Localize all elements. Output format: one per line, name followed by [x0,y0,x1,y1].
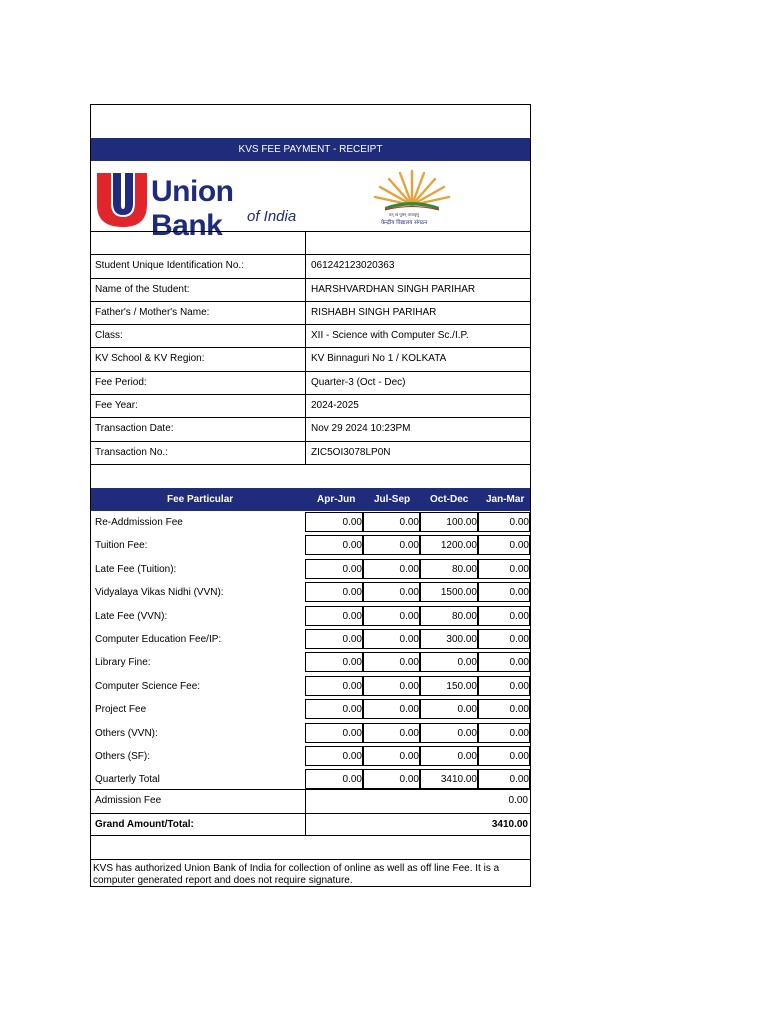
fee-label: Others (SF): [95,750,151,762]
fee-row [91,628,530,651]
fee-oct-dec: 1500.00 [420,582,478,602]
info-value: ZIC5OI3078LP0N [311,446,391,458]
fee-oct-dec: 0.00 [420,746,478,766]
fee-apr-jun: 0.00 [305,582,363,602]
fee-oct-dec: 300.00 [420,629,478,649]
fee-jan-mar: 0.00 [478,699,530,719]
fee-label: Late Fee (VVN): [95,610,168,622]
admission-fee-label: Admission Fee [95,795,162,806]
fee-jan-mar: 0.00 [478,559,530,579]
fee-jul-sep: 0.00 [363,582,420,602]
fee-oct-dec: 100.00 [420,512,478,532]
fee-jul-sep: 0.00 [363,652,420,672]
info-row [91,347,530,370]
fee-apr-jun: 0.00 [305,629,363,649]
header-jul-sep: Jul-Sep [374,494,411,505]
grand-total-row [91,813,530,837]
fee-row [91,722,530,745]
fee-table-body [91,511,530,792]
fee-row [91,511,530,534]
logo-area [91,161,530,242]
fee-apr-jun: 0.00 [305,559,363,579]
fee-label: Late Fee (Tuition): [95,563,177,575]
fee-label: Library Fine: [95,657,151,669]
fee-label: Computer Education Fee/IP: [95,633,222,645]
info-label: Father's / Mother's Name: [95,306,210,318]
info-value: RISHABH SINGH PARIHAR [311,306,437,318]
union-bank-emblem-icon [93,167,153,229]
fee-jul-sep: 0.00 [363,535,420,555]
fee-label: Others (VVN): [95,727,158,739]
fee-table-header [91,488,530,511]
fee-oct-dec: 1200.00 [420,535,478,555]
info-label: Class: [95,330,123,342]
info-row [91,301,530,324]
fee-jul-sep: 0.00 [363,512,420,532]
fee-jul-sep: 0.00 [363,769,420,789]
info-value: Nov 29 2024 10:23PM [311,423,411,435]
fee-jul-sep: 0.00 [363,676,420,696]
fee-label: Re-Addmission Fee [95,517,183,528]
fee-apr-jun: 0.00 [305,746,363,766]
footer-note: KVS has authorized Union Bank of India for collection of online as well as off line Fee. It is a computer generated report and does not require signature. [91,859,530,888]
info-row [91,254,530,277]
bank-name: Union Bank [151,175,234,242]
fee-oct-dec: 80.00 [420,606,478,626]
fee-oct-dec: 150.00 [420,676,478,696]
fee-row [91,581,530,604]
fee-receipt [90,104,531,887]
fee-jan-mar: 0.00 [478,723,530,743]
info-label: Fee Period: [95,376,147,388]
bank-subname: of India [247,208,297,225]
info-row [91,371,530,394]
union-bank-logo [93,167,303,242]
fee-oct-dec: 80.00 [420,559,478,579]
fee-label: Tuition Fee: [95,540,148,552]
fee-apr-jun: 0.00 [305,535,363,555]
info-value: HARSHVARDHAN SINGH PARIHAR [311,283,476,295]
fee-row [91,745,530,768]
kvs-motto: तत् त्वं पूषन् अपावृणु [389,212,419,217]
info-value: Quarter-3 (Oct - Dec) [311,376,406,388]
header-jan-mar: Jan-Mar [486,494,525,505]
fee-jan-mar: 0.00 [478,652,530,672]
fee-jul-sep: 0.00 [363,606,420,626]
info-spacer-row-bottom [91,464,530,488]
fee-jul-sep: 0.00 [363,723,420,743]
fee-apr-jun: 0.00 [305,512,363,532]
info-label: Fee Year: [95,400,138,412]
fee-oct-dec: 0.00 [420,723,478,743]
info-row [91,417,530,440]
fee-jan-mar: 0.00 [478,535,530,555]
fee-oct-dec: 3410.00 [420,769,478,789]
info-row [91,394,530,417]
grand-total-label: Grand Amount/Total: [95,818,194,830]
info-label: Name of the Student: [95,283,190,295]
fee-row [91,651,530,674]
fee-row [91,558,530,581]
fee-row [91,698,530,721]
fee-jan-mar: 0.00 [478,512,530,532]
fee-label: Quarterly Total [95,774,160,786]
fee-jan-mar: 0.00 [478,746,530,766]
fee-jan-mar: 0.00 [478,769,530,789]
admission-fee-row [91,789,530,813]
fee-label: Vidyalaya Vikas Nidhi (VVN): [95,587,224,599]
fee-label: Project Fee [95,704,147,716]
student-info-table [91,231,530,488]
fee-apr-jun: 0.00 [305,723,363,743]
fee-jul-sep: 0.00 [363,559,420,579]
info-spacer-row [91,231,530,254]
receipt-title: KVS FEE PAYMENT - RECEIPT [91,138,530,161]
info-row [91,324,530,347]
header-oct-dec: Oct-Dec [430,494,469,505]
header-apr-jun: Apr-Jun [317,494,356,505]
info-label: KV School & KV Region: [95,353,205,365]
fee-apr-jun: 0.00 [305,606,363,626]
fee-jan-mar: 0.00 [478,629,530,649]
info-label: Transaction Date: [95,423,174,435]
fee-row [91,534,530,557]
fee-apr-jun: 0.00 [305,699,363,719]
fee-oct-dec: 0.00 [420,699,478,719]
grand-total-value: 3410.00 [491,818,528,830]
fee-jan-mar: 0.00 [478,676,530,696]
fee-jan-mar: 0.00 [478,606,530,626]
info-value: 2024-2025 [311,400,359,412]
info-row [91,278,530,301]
header-fee-particular: Fee Particular [167,494,234,505]
info-value: XII - Science with Computer Sc./I.P. [311,330,469,342]
fee-row [91,605,530,628]
fee-apr-jun: 0.00 [305,652,363,672]
info-value: 061242123020363 [311,260,395,272]
fee-row [91,675,530,698]
kvs-logo [367,165,457,229]
info-label: Student Unique Identification No.: [95,260,244,272]
fee-label: Computer Science Fee: [95,680,201,692]
info-value: KV Binnaguri No 1 / KOLKATA [311,353,447,365]
fee-jul-sep: 0.00 [363,746,420,766]
info-label: Transaction No.: [95,446,168,458]
admission-fee-value: 0.00 [508,795,528,806]
fee-jul-sep: 0.00 [363,629,420,649]
kvs-name: केन्द्रीय विद्यालय संगठन [381,220,428,226]
fee-jul-sep: 0.00 [363,699,420,719]
fee-apr-jun: 0.00 [305,769,363,789]
info-row [91,441,530,464]
fee-jan-mar: 0.00 [478,582,530,602]
fee-oct-dec: 0.00 [420,652,478,672]
fee-apr-jun: 0.00 [305,676,363,696]
